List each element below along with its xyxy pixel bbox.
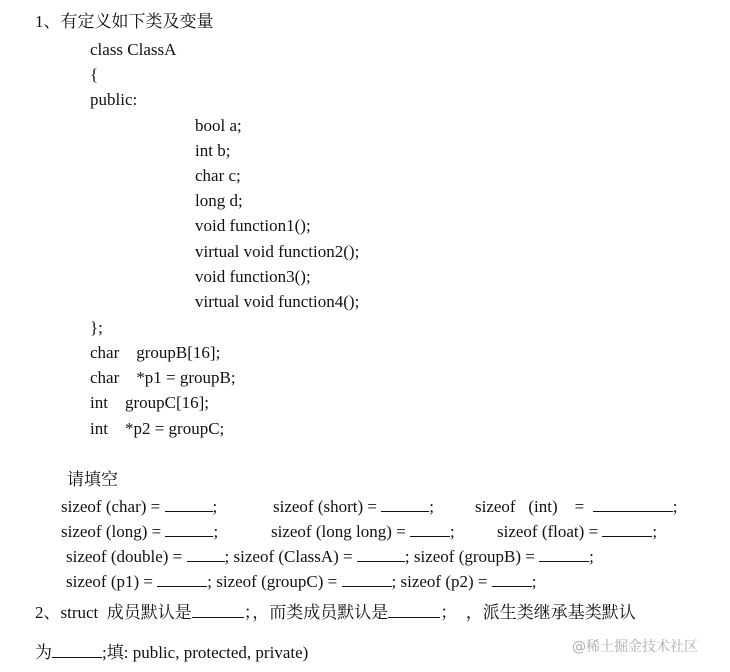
blank xyxy=(492,570,532,587)
code-line: }; xyxy=(90,318,103,337)
blank xyxy=(539,545,589,562)
code-line: class ClassA xyxy=(90,40,177,59)
var-line: char groupB[16]; xyxy=(90,343,221,362)
member-line: bool a; xyxy=(195,116,242,135)
blank xyxy=(52,641,102,658)
sizeof-row: sizeof (short) = ; xyxy=(273,497,434,516)
watermark: @稀土掘金技术社区 xyxy=(572,639,698,655)
blank xyxy=(593,495,673,512)
member-line: long d; xyxy=(195,191,243,210)
member-line: virtual void function4(); xyxy=(195,292,360,311)
blank xyxy=(410,520,450,537)
blank xyxy=(157,570,207,587)
code-line: { xyxy=(90,65,99,84)
blank xyxy=(165,495,213,512)
sizeof-row: sizeof (float) = ; xyxy=(497,522,658,541)
member-line: int b; xyxy=(195,141,231,160)
question-2-cont: 为 ;填: public, protected, private) xyxy=(35,643,309,662)
sizeof-row: sizeof (char) = ; xyxy=(61,497,218,516)
fill-prompt: 请填空 xyxy=(67,470,118,489)
sizeof-row: sizeof (int) = ; xyxy=(475,497,678,516)
blank xyxy=(192,601,244,618)
var-line: char *p1 = groupB; xyxy=(90,368,236,387)
question-1-title: 1、有定义如下类及变量 xyxy=(35,12,214,31)
sizeof-row: sizeof (p1) = ; sizeof (groupC) = ; sizeof (p2) = ; xyxy=(66,572,537,591)
member-line: void function3(); xyxy=(195,267,311,286)
blank xyxy=(342,570,392,587)
var-line: int groupC[16]; xyxy=(90,393,209,412)
blank xyxy=(388,601,440,618)
member-line: void function1(); xyxy=(195,216,311,235)
question-2: 2、struct 成员默认是 ；，而类成员默认是 ； ，派生类继承基类默认 xyxy=(35,603,636,622)
sizeof-row: sizeof (double) = ; sizeof (ClassA) = ; sizeof (groupB) = ; xyxy=(66,547,594,566)
blank xyxy=(165,520,213,537)
code-line: public: xyxy=(90,90,138,109)
sizeof-row: sizeof (long long) = ; xyxy=(271,522,455,541)
blank xyxy=(187,545,225,562)
member-line: virtual void function2(); xyxy=(195,242,360,261)
member-line: char c; xyxy=(195,166,241,185)
blank xyxy=(357,545,405,562)
sizeof-row: sizeof (long) = ; xyxy=(61,522,219,541)
blank xyxy=(381,495,429,512)
var-line: int *p2 = groupC; xyxy=(90,419,225,438)
blank xyxy=(602,520,652,537)
